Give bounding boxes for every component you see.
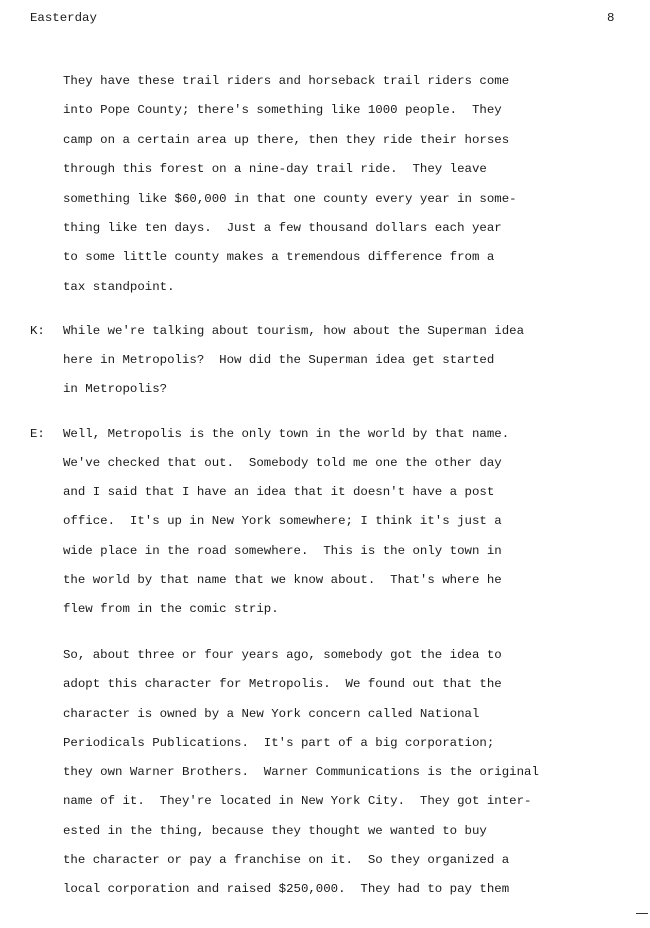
text-line: character is owned by a New York concern called National — [63, 707, 480, 721]
text-line: So, about three or four years ago, somebody got the idea to — [63, 648, 502, 662]
text-line: here in Metropolis? How did the Superman idea get started — [63, 353, 495, 367]
text-line: camp on a certain area up there, then they ride their horses — [63, 133, 510, 147]
text-line: flew from in the comic strip. — [63, 602, 279, 616]
text-line: tax standpoint. — [63, 280, 175, 294]
text-line: local corporation and raised $250,000. They had to pay them — [63, 882, 510, 896]
text-line: wide place in the road somewhere. This is the only town in — [63, 544, 502, 558]
text-line: name of it. They're located in New York City. They got inter- — [63, 794, 532, 808]
speaker-label: E: — [30, 427, 45, 441]
text-line: in Metropolis? — [63, 382, 168, 396]
text-line: While we're talking about tourism, how about the Superman idea — [63, 324, 525, 338]
text-line: the world by that name that we know about. That's where he — [63, 573, 502, 587]
text-line: something like $60,000 in that one county every year in some- — [63, 192, 517, 206]
text-line: adopt this character for Metropolis. We found out that the — [63, 677, 502, 691]
text-line: They have these trail riders and horseback trail riders come — [63, 74, 510, 88]
text-line: into Pope County; there's something like 1000 people. They — [63, 103, 502, 117]
page-edge-mark — [636, 913, 648, 914]
text-line: We've checked that out. Somebody told me one the other day — [63, 456, 502, 470]
text-line: Well, Metropolis is the only town in the world by that name. — [63, 427, 510, 441]
text-line: and I said that I have an idea that it doesn't have a post — [63, 485, 495, 499]
text-line: ested in the thing, because they thought we wanted to buy — [63, 824, 487, 838]
text-line: to some little county makes a tremendous difference from a — [63, 250, 495, 264]
running-title: Easterday — [30, 11, 97, 25]
text-line: thing like ten days. Just a few thousand dollars each year — [63, 221, 502, 235]
text-line: office. It's up in New York somewhere; I think it's just a — [63, 514, 502, 528]
text-line: they own Warner Brothers. Warner Communications is the original — [63, 765, 539, 779]
speaker-label: K: — [30, 324, 45, 338]
text-line: Periodicals Publications. It's part of a big corporation; — [63, 736, 495, 750]
page-number: 8 — [607, 11, 615, 25]
text-line: the character or pay a franchise on it. So they organized a — [63, 853, 510, 867]
text-line: through this forest on a nine-day trail ride. They leave — [63, 162, 487, 176]
